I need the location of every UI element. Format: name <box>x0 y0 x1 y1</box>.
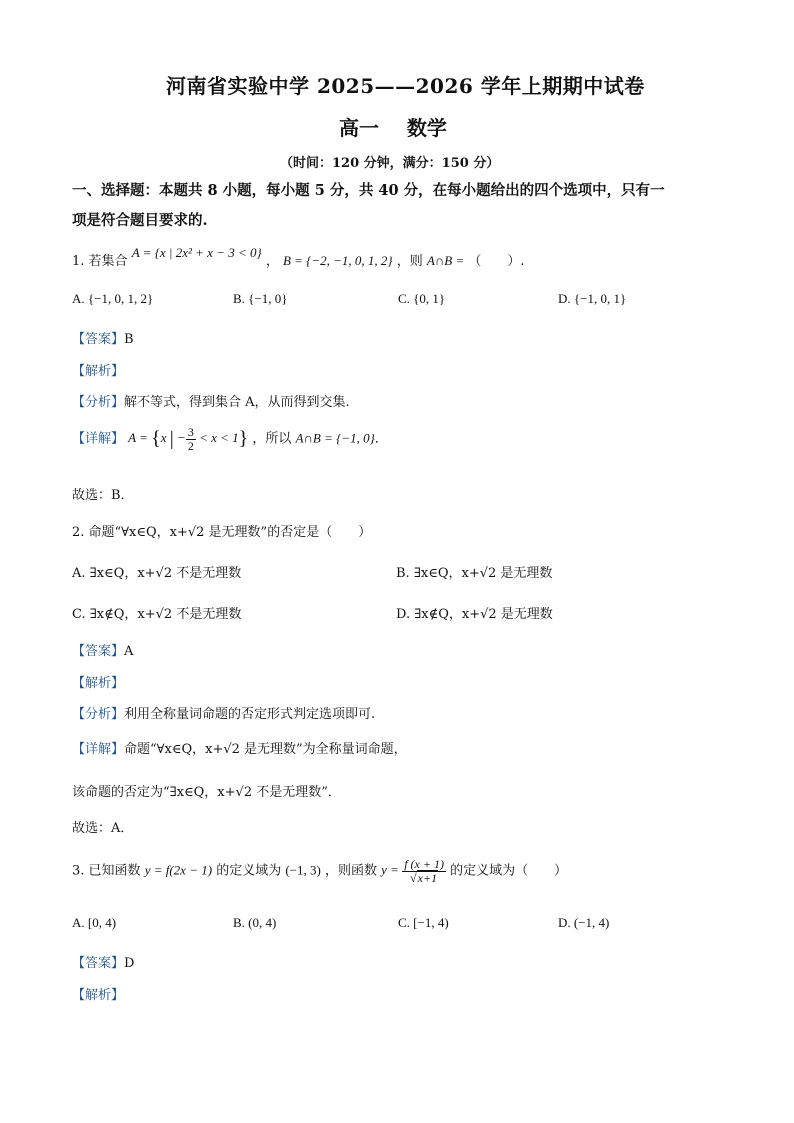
q2-detail-2: 该命题的否定为“∃x∈Q，x+√2 不是无理数”． <box>72 785 341 800</box>
fenxi-label: 【分析】 <box>72 395 125 410</box>
q1-answer: B <box>124 332 134 347</box>
q2-option-d: D. ∃x∉Q，x+√2 是无理数 <box>396 607 553 622</box>
q1-set-a: A = {x | 2x² + x − 3 < 0} <box>131 245 262 260</box>
section-line-1: 一、选择题：本题共 8 小题，每小题 5 分，共 40 分，在每小题给出的四个选项中，只有一 <box>72 182 665 199</box>
answer-label: 【答案】 <box>72 332 125 347</box>
q1-option-c: C. {0, 1} <box>398 291 446 306</box>
q2-option-b: B. ∃x∈Q，x+√2 是无理数 <box>396 566 553 581</box>
q1-prefix: 1. 若集合 <box>72 254 128 269</box>
q3-prefix: 3. 已知函数 <box>72 863 141 879</box>
exam-title: 河南省实验中学 2025——2026 学年上期期中试卷 <box>166 74 645 98</box>
q3-option-d: D. (−1, 4) <box>558 915 610 930</box>
q3-domain: (−1, 3) <box>285 862 321 878</box>
q3-answer-line <box>72 952 134 971</box>
q1-option-a: A. {−1, 0, 1, 2} <box>72 291 154 306</box>
q2-stem: 2. 命题“∀x∈Q，x+√2 是无理数”的否定是（ ） <box>72 525 372 540</box>
q1-fenxi-line <box>72 391 350 410</box>
q1-stem: 1. 若集合 A = {x | 2x² + x − 3 < 0} ， B = {−2, −1, 0, 1, 2} ，则 A∩B = （ ）. <box>72 245 525 269</box>
q1-set-b: B = {−2, −1, 0, 1, 2} <box>282 253 393 268</box>
exam-subtitle: 高一 数学 <box>339 116 447 140</box>
answer-label: 【答案】 <box>72 644 125 659</box>
answer-label: 【答案】 <box>72 956 125 971</box>
q3-mid1: 的定义域为 <box>216 863 282 879</box>
analysis-label: 【解析】 <box>72 988 125 1003</box>
q2-fenxi: 利用全称量词命题的否定形式判定选项即可. <box>124 707 376 722</box>
q3-option-b: B. (0, 4) <box>233 915 277 930</box>
section-heading <box>72 176 665 236</box>
q3-tail: 的定义域为（ ） <box>450 863 568 879</box>
q2-option-a: A. ∃x∈Q，x+√2 不是无理数 <box>72 566 242 581</box>
exam-meta: （时间：120 分钟，满分：150 分） <box>280 156 500 171</box>
detail-label: 【详解】 <box>72 431 125 447</box>
q2-detail-1: 命题“∀x∈Q，x+√2 是无理数”为全称量词命题， <box>124 742 407 757</box>
q3-stem <box>72 858 567 885</box>
q1-answer-line <box>72 328 134 347</box>
analysis-label: 【解析】 <box>72 364 125 379</box>
q2-option-c: C. ∃x∉Q，x+√2 不是无理数 <box>72 607 242 622</box>
q1-option-b: B. {−1, 0} <box>233 291 288 306</box>
q3-f1: y = f(2x − 1) <box>144 862 213 878</box>
q2-detail-line <box>72 738 407 757</box>
fenxi-label: 【分析】 <box>72 707 125 722</box>
q2-answer-line <box>72 640 133 659</box>
q1-fenxi: 解不等式，得到集合 A，从而得到交集. <box>124 395 350 410</box>
q1-then: ，则 <box>396 254 423 269</box>
q1-detail-set: A = {x | − $\frac{3}{2}$ < x < 1} <box>128 425 249 453</box>
q3-f2: y = $\frac{f (x + 1)}{√x+1}$ <box>381 857 444 885</box>
q3-option-c: C. [−1, 4) <box>398 915 449 930</box>
analysis-label: 【解析】 <box>72 676 125 691</box>
q3-option-a: A. [0, 4) <box>72 915 117 930</box>
section-line-2: 项是符合题目要求的. <box>72 212 208 229</box>
q2-conclusion: 故选：A． <box>72 821 134 836</box>
q1-detail-mid: ，所以 <box>252 431 292 447</box>
q1-detail-result: A∩B = {−1, 0} <box>295 430 375 446</box>
q1-detail-line: 【详解】 A = {x | − $\frac{3}{2}$ < x < 1} ，所以 A∩B = {−1, 0}． <box>72 425 388 453</box>
q2-fenxi-line <box>72 703 375 722</box>
q1-option-d: D. {−1, 0, 1} <box>558 291 627 306</box>
q1-conclusion: 故选：B． <box>72 488 134 503</box>
q3-answer: D <box>124 956 135 971</box>
detail-label: 【详解】 <box>72 742 125 757</box>
q1-blank: （ ）. <box>468 254 525 269</box>
q2-answer: A <box>124 644 134 659</box>
q1-expr: A∩B = <box>426 253 465 268</box>
q3-mid2: ，则函数 <box>324 863 377 879</box>
